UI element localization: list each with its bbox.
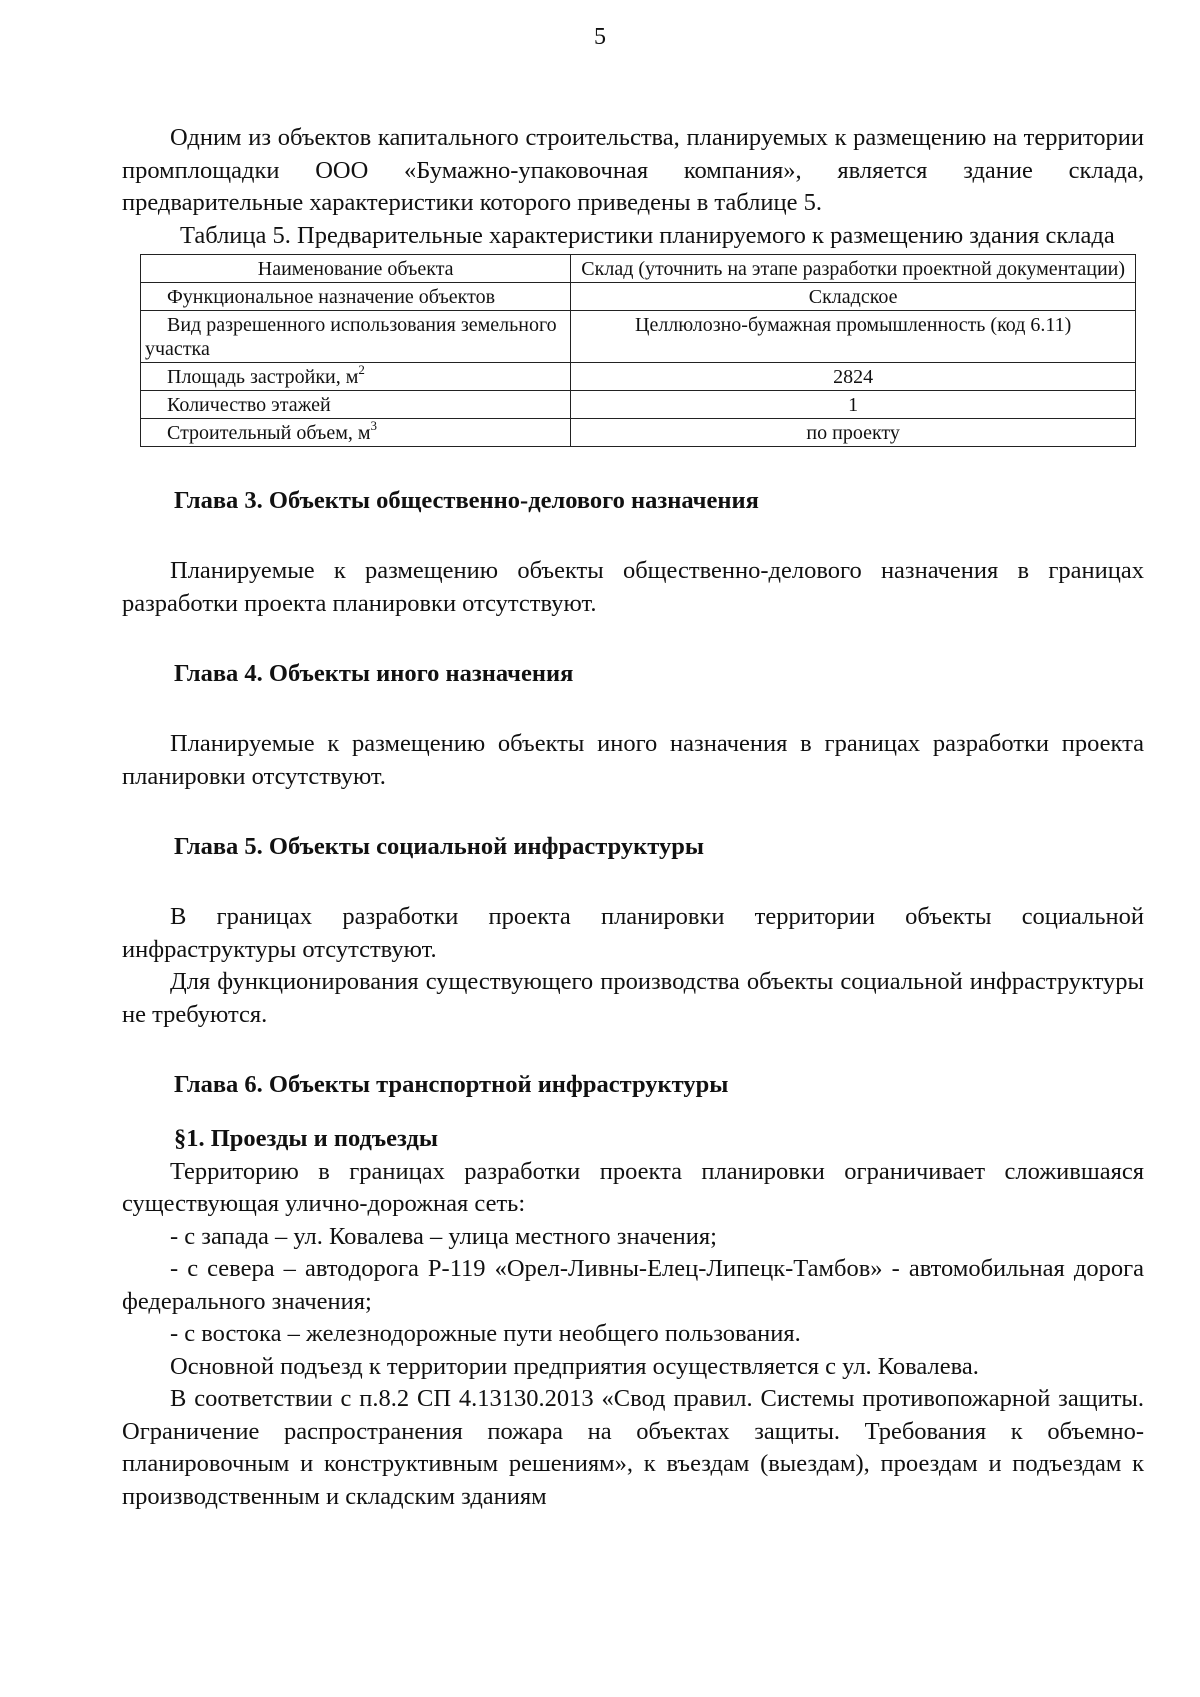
chapter-6-heading: Глава 6. Объекты транспортной инфраструктуры (174, 1071, 729, 1098)
table-row-label: Строительный объем, м (167, 422, 371, 444)
table-row-value: 2824 (571, 363, 1136, 391)
chapter-6-paragraph: Основной подъезд к территории предприятия осуществляется с ул. Ковалева. (170, 1352, 979, 1380)
table-row-value: Целлюлозно-бумажная промышленность (код 6.11) (571, 311, 1136, 363)
table-header-row (141, 255, 1136, 283)
chapter-3-text: Планируемые к размещению объекты общественно-делового назначения в границах разработки проекта планировки отсутствуют. (122, 557, 1144, 617)
unit-superscript: 2 (358, 362, 365, 377)
table-row (141, 419, 1136, 447)
chapter-6-paragraph: В соответствии с п.8.2 СП 4.13130.2013 «Свод правил. Системы противопожарной защиты. Ограничение распространения пожара на объектах защиты. Требования к объемно-планировочным и конструктивным решениям», к въездам (выездам), проездам и подъездам к производственным и складским зданиям (122, 1385, 1144, 1510)
chapter-5-text-1: В границах разработки проекта планировки территории объекты социальной инфраструктуры отсутствуют. (122, 903, 1144, 963)
chapter-5-text-2: Для функционирования существующего производства объекты социальной инфраструктуры не требуются. (122, 968, 1144, 1028)
chapter-3-heading: Глава 3. Объекты общественно-делового назначения (174, 487, 759, 514)
table-row (141, 311, 1136, 363)
chapter-5-heading: Глава 5. Объекты социальной инфраструктуры (174, 833, 704, 860)
table-row (141, 363, 1136, 391)
table-row-value: по проекту (571, 419, 1136, 447)
table-row-label: Количество этажей (141, 391, 571, 419)
table-row-value: Складское (571, 283, 1136, 311)
chapter-6-paragraph: - с востока – железнодорожные пути необщего пользования. (170, 1320, 801, 1347)
table-row-label: Вид разрешенного использования земельного участка (141, 311, 571, 363)
page-content (122, 122, 1144, 1513)
table-row (141, 283, 1136, 311)
unit-superscript: 3 (370, 418, 378, 433)
warehouse-characteristics-table (140, 254, 1136, 447)
chapter-4-heading: Глава 4. Объекты иного назначения (174, 660, 574, 687)
page-number: 5 (594, 24, 606, 50)
chapter-6-paragraph: - с запада – ул. Ковалева – улица местного значения; (170, 1222, 717, 1250)
table-header-left: Наименование объекта (141, 255, 571, 283)
table-row-label: Функциональное назначение объектов (141, 283, 571, 311)
table-row-label: Площадь застройки, м (167, 366, 359, 388)
table-row-label-cell (141, 419, 571, 447)
table-row-label-cell (141, 363, 571, 391)
intro-paragraph: Одним из объектов капитального строительства, планируемых к размещению на территории промплощадки ООО «Бумажно-упаковочная компания», является здание склада, предварительные характеристики которого приведены в таблице 5. (122, 124, 1144, 216)
table-header-right: Склад (уточнить на этапе разработки проектной документации) (571, 255, 1136, 283)
chapter-4-text: Планируемые к размещению объекты иного назначения в границах разработки проекта планировки отсутствуют. (122, 730, 1144, 790)
chapter-6-paragraph: Территорию в границах разработки проекта планировки ограничивает сложившаяся существующая улично-дорожная сеть: (122, 1157, 1144, 1217)
table-row-value: 1 (571, 391, 1136, 419)
table-row (141, 391, 1136, 419)
section-1-heading: §1. Проезды и подъезды (174, 1125, 438, 1152)
table-caption: Таблица 5. Предварительные характеристики планируемого к размещению здания склада (180, 221, 1115, 249)
chapter-6-paragraph: - с севера – автодорога Р-119 «Орел-Ливны-Елец-Липецк-Тамбов» - автомобильная дорога федерального значения; (122, 1255, 1144, 1315)
